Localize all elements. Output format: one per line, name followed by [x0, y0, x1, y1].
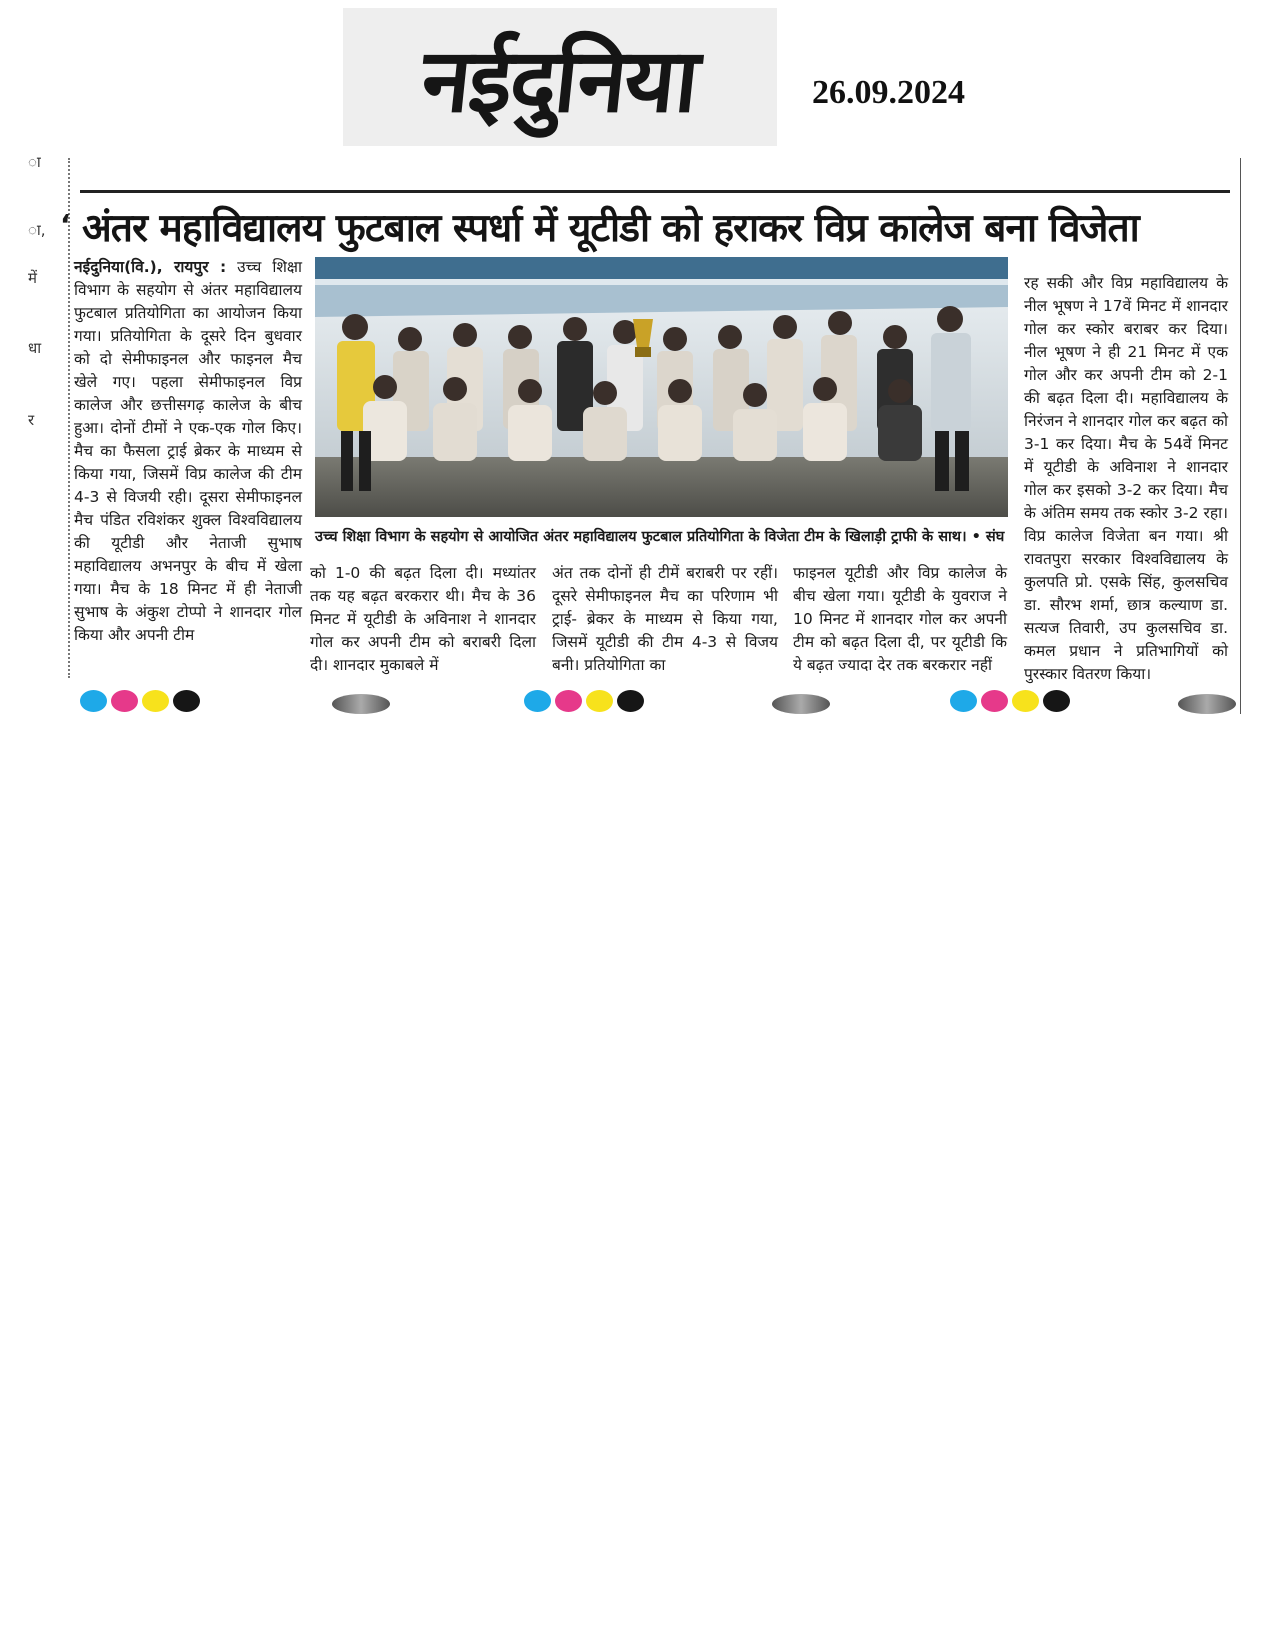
magenta-dot — [981, 690, 1008, 712]
magenta-dot — [555, 690, 582, 712]
yellow-dot — [586, 690, 613, 712]
yellow-dot — [1012, 690, 1039, 712]
article-column-3: अंत तक दोनों ही टीमें बराबरी पर रहीं। दूसरे सेमीफाइनल मैच का परिणाम भी ट्राई- ब्रेकर के माध्यम से किया गया, जिसमें यूटीडी की टीम 4-3 से विजय बनी। प्रतियोगिता का — [552, 564, 778, 674]
cyan-dot — [80, 690, 107, 712]
black-dot — [617, 690, 644, 712]
margin-fragment: ा, — [28, 221, 46, 239]
publication-date: 26.09.2024 — [812, 74, 965, 111]
margin-fragment: र — [28, 411, 35, 429]
registration-oval — [332, 694, 390, 714]
article-column-1 — [74, 256, 302, 686]
team-photo — [315, 257, 1008, 517]
article-column-2: को 1-0 की बढ़त दिला दी। मध्यांतर तक यह बढ़त बरकरार थी। मैच के 36 मिनट में यूटीडी के अविनाश ने शानदार गोल कर अपनी टीम को बराबरी दिला दी। शानदार मुकाबले में — [310, 564, 536, 674]
registration-oval — [1178, 694, 1236, 714]
newspaper-masthead — [343, 8, 777, 146]
margin-fragment: में — [28, 269, 37, 287]
dateline: नईदुनिया(वि.), रायपुर : — [74, 258, 227, 276]
article-headline: अंतर महाविद्यालय फुटबाल स्पर्धा में यूटीडी को हराकर विप्र कालेज बना विजेता — [82, 206, 1139, 251]
color-registration-marks — [950, 690, 1070, 716]
team-photo-image — [315, 257, 1008, 517]
margin-fragment: धा — [28, 339, 42, 357]
color-registration-marks — [80, 690, 200, 716]
column-text: उच्च शिक्षा विभाग के सहयोग से अंतर महाविद्यालय फुटबाल प्रतियोगिता का आयोजन किया गया। प्रतियोगिता के दूसरे दिन बुधवार को दो सेमीफाइनल और फाइनल मैच खेले गए। पहला सेमीफाइनल विप्र कालेज और छत्तीसगढ़ कालेज के बीच हुआ। दोनों टीमों ने एक-एक गोल किए। मैच का फैसला ट्राई ब्रेकर के माध्यम से किया गया, जिसमें विप्र कालेज की टीम 4-3 से विजयी रही। दूसरा सेमीफाइनल मैच पंडित रविशंकर शुक्ल विश्वविद्यालय की यूटीडी और नेताजी सुभाष महाविद्यालय अभनपुर के बीच में खेला गया। मैच के 18 मिनट में ही नेताजी सुभाष के अंकुश टोप्पो ने शानदार गोल किया और अपनी टीम — [74, 258, 302, 644]
margin-fragment: ा — [28, 153, 41, 171]
magenta-dot — [111, 690, 138, 712]
cyan-dot — [950, 690, 977, 712]
quote-mark-icon: ‘ — [60, 208, 71, 241]
article-column-5: रह सकी और विप्र महाविद्यालय के नील भूषण ने 17वें मिनट में शानदार गोल कर स्कोर बराबर कर दिया। नील भूषण ने ही 21 मिनट में एक गोल और कर अपनी टीम को 2-1 की बढ़त दिला दी। महाविद्यालय के निरंजन ने शानदार गोल कर बढ़त को 3-1 कर दिया। मैच के 54वें मिनट में यूटीडी के अविनाश ने शानदार गोल कर इसको 3-2 कर दिया। मैच के अंतिम समय तक स्कोर 3-2 रहा। विप्र कालेज विजेता बन गया। श्री रावतपुरा सरकार विश्वविद्यालय के कुलपति प्रो. एसके सिंह, कुलसचिव डा. सौरभ शर्मा, छात्र कल्याण डा. सत्यज तिवारी, उप कुलसचिव डा. कमल प्रधान ने प्रतिभागियों को पुरस्कार वितरण किया। — [1024, 274, 1228, 683]
photo-caption: उच्च शिक्षा विभाग के सहयोग से आयोजित अंतर महाविद्यालय फुटबाल प्रतियोगिता के विजेता टीम के खिलाड़ी ट्राफी के साथ। • संघ — [315, 529, 1005, 545]
black-dot — [173, 690, 200, 712]
black-dot — [1043, 690, 1070, 712]
yellow-dot — [142, 690, 169, 712]
headline-rule — [80, 190, 1230, 193]
article-column-4: फाइनल यूटीडी और विप्र कालेज के बीच खेला गया। यूटीडी के युवराज ने 10 मिनट में शानदार गोल कर अपनी टीम को बढ़त दिला दी, पर यूटीडी कि ये बढ़त ज्यादा देर तक बरकरार नहीं — [793, 564, 1007, 674]
color-registration-marks — [524, 690, 644, 716]
cyan-dot — [524, 690, 551, 712]
newspaper-name: नईदुनिया — [417, 29, 703, 132]
clipping-border — [1240, 158, 1241, 714]
registration-oval — [772, 694, 830, 714]
